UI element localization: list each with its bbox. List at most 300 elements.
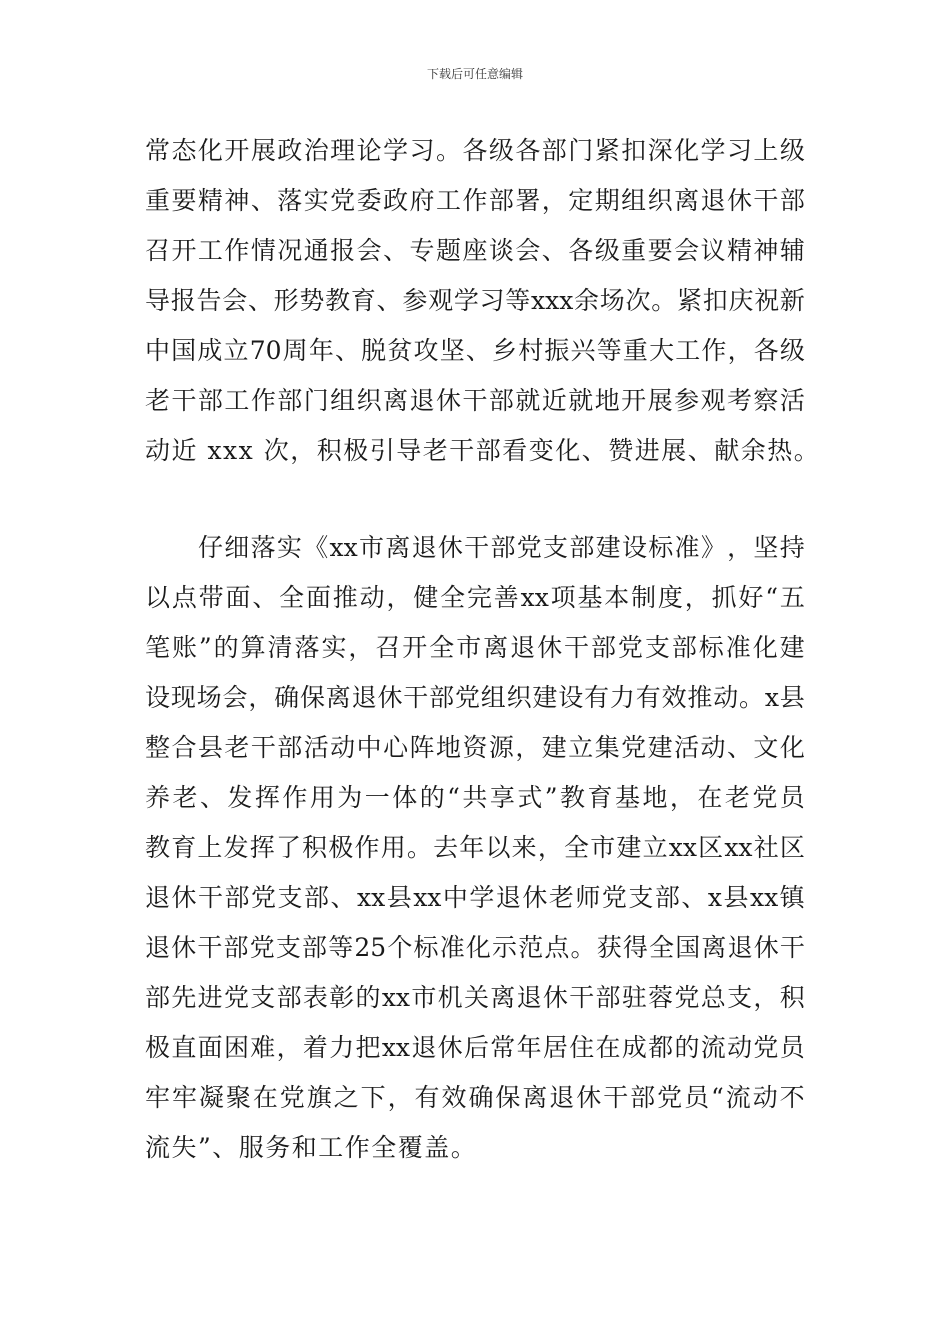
text-glyph: 落 [277,186,303,215]
text-line [198,530,805,566]
text-glyph: 市 [590,833,616,862]
text-glyph: 的 [213,633,239,662]
text-glyph: 干 [569,983,595,1012]
text-glyph: 谈 [488,236,514,265]
text-glyph: 点 [544,933,570,962]
text-glyph: ， [276,1033,302,1062]
text-glyph: 仔 [198,533,224,562]
text-glyph: 机 [437,983,463,1012]
text-glyph: 效 [661,683,687,712]
text-glyph: 度 [657,583,683,612]
text-glyph: 参 [402,286,428,315]
text-glyph: 、 [726,733,752,762]
text-glyph: 居 [542,1033,568,1062]
text-glyph: 后 [463,1033,489,1062]
text-glyph: 部 [630,1083,656,1112]
text-glyph: 好 [738,583,764,612]
text-glyph: ， [669,783,695,812]
text-glyph: 本 [604,583,630,612]
text-glyph: 直 [171,1033,197,1062]
text-glyph: 察 [753,386,779,415]
text-glyph: 会 [222,683,248,712]
text-glyph: xx [724,833,753,862]
text-glyph: ， [727,336,753,365]
text-glyph: 全 [279,583,305,612]
text-glyph: 难 [250,1033,276,1062]
text-glyph: 坚 [439,336,465,365]
text-glyph: 准 [439,933,465,962]
text-glyph: 用 [309,783,335,812]
text-glyph: 挥 [249,833,275,862]
text-line [145,133,805,169]
text-glyph: 观 [428,286,454,315]
text-glyph: 重 [622,336,648,365]
text-glyph: 休 [435,386,461,415]
text-glyph: 部 [488,186,514,215]
text-glyph: 退 [411,533,437,562]
text-glyph: 动 [752,1083,778,1112]
text-line [145,780,805,816]
text-glyph: 部 [541,136,567,165]
text-glyph: 项 [550,583,576,612]
text-glyph: 题 [435,236,461,265]
text-glyph: 年 [459,833,485,862]
text-glyph: 为 [337,783,363,812]
text-glyph: 积 [302,833,328,862]
text-glyph: 新 [779,286,805,315]
text-glyph: 有 [584,683,610,712]
text-glyph: 关 [463,983,489,1012]
text-glyph: 党 [279,1083,305,1112]
text-glyph: 学 [469,883,495,912]
text-glyph: 论 [356,136,382,165]
text-glyph: 建 [779,633,805,662]
text-glyph: 养 [145,783,171,812]
text-line [145,980,805,1016]
text-glyph: 年 [308,336,334,365]
text-glyph: 支 [275,933,301,962]
text-glyph: 织 [356,386,382,415]
text-glyph: 常 [490,1033,516,1062]
text-glyph: 祝 [754,286,780,315]
text-glyph: 设 [621,533,647,562]
text-glyph: 立 [642,833,668,862]
text-glyph: 离 [490,983,516,1012]
text-glyph: 地 [642,783,668,812]
text-glyph: 确 [274,683,300,712]
text-line [145,383,805,419]
text-glyph: 休 [171,883,197,912]
text-glyph: ， [386,583,412,612]
text-glyph: 着 [302,1033,328,1062]
text-glyph: xx [749,883,779,912]
text-glyph: 活 [674,733,700,762]
text-glyph: 源 [488,733,514,762]
text-glyph: 部 [488,386,514,415]
text-glyph: 市 [358,533,384,562]
text-glyph: 报 [330,236,356,265]
text-glyph: 国 [675,933,701,962]
text-glyph: 、 [681,883,707,912]
text-glyph: 观 [700,386,726,415]
text-glyph: 牢 [171,1083,197,1112]
text-glyph: 组 [330,386,356,415]
text-glyph: 全 [440,583,466,612]
text-glyph: 老 [172,783,198,812]
text-glyph: 育 [171,833,197,862]
text-glyph: 基 [614,783,640,812]
text-line [145,233,805,269]
text-glyph: 。 [435,136,461,165]
text-glyph: 笔 [145,633,171,662]
text-glyph: 部 [145,983,171,1012]
text-glyph: 流 [725,1083,751,1112]
text-glyph: 持 [779,533,805,562]
text-glyph: 议 [700,236,726,265]
text-glyph: ， [727,533,753,562]
text-glyph: 、 [250,186,276,215]
text-glyph: 、 [383,236,409,265]
text-glyph: 部 [224,883,250,912]
text-glyph: 有 [635,683,661,712]
text-glyph: 党 [454,683,480,712]
text-glyph: 账 [171,633,197,662]
text-glyph: 休 [522,883,548,912]
text-glyph: 专 [409,236,435,265]
text-glyph: 余 [574,286,600,315]
text-glyph: 个 [387,933,413,962]
text-glyph: 上 [753,136,779,165]
text-glyph: 在 [595,1033,621,1062]
text-glyph: 各 [568,236,594,265]
text-line [145,830,805,866]
text-glyph: 场 [196,683,222,712]
text-glyph: 要 [647,236,673,265]
text-glyph: 县 [197,733,223,762]
text-glyph: 区 [698,833,724,862]
text-glyph: xx [357,883,386,912]
text-glyph: 准 [725,633,751,662]
text-glyph: 获 [596,933,622,962]
text-glyph: 周 [282,336,308,365]
text-line [145,283,805,319]
text-glyph: 旗 [306,1083,332,1112]
text-glyph: 干 [197,933,223,962]
text-glyph: 紧 [594,136,620,165]
text-glyph: 教 [145,833,171,862]
text-glyph: 流 [700,1033,726,1062]
text-glyph: 面 [305,583,331,612]
text-glyph: 全 [429,633,455,662]
text-glyph: 县 [779,683,805,712]
text-glyph: 文 [753,733,779,762]
text-glyph: 级 [779,136,805,165]
text-glyph: 作 [462,186,488,215]
text-glyph: 休 [437,1033,463,1062]
text-glyph: 有 [414,1083,440,1112]
text-glyph: 动 [700,733,726,762]
text-glyph: 设 [145,683,171,712]
text-line [145,880,805,916]
text-glyph: 建 [595,533,621,562]
text-glyph: 次 [625,286,651,315]
text-glyph: xx [381,983,411,1012]
text-glyph: 员 [779,1033,805,1062]
text-glyph: 大 [649,336,675,365]
text-glyph: 了 [275,833,301,862]
text-glyph: 作 [282,783,308,812]
text-glyph: 立 [223,336,249,365]
text-glyph: 进 [197,983,223,1012]
text-glyph: 工 [675,336,701,365]
text-glyph: 部 [429,683,455,712]
text-glyph: 完 [466,583,492,612]
text-glyph: x [764,683,779,712]
text-glyph: 休 [171,933,197,962]
text-glyph: 标 [698,633,724,662]
text-glyph: 就 [515,386,541,415]
text-glyph: 全 [564,833,590,862]
text-glyph: 党 [657,1083,683,1112]
text-glyph: 表 [302,983,328,1012]
text-glyph: 。 [651,286,677,315]
text-glyph: 式 [517,783,543,812]
text-glyph: 心 [383,733,409,762]
text-glyph: ” [198,633,212,662]
text-glyph: 休 [576,1083,602,1112]
text-glyph: 现 [170,683,196,712]
text-glyph: ， [387,1083,413,1112]
text-glyph: 发 [223,833,249,862]
text-glyph: 休 [753,933,779,962]
text-glyph: 级 [779,336,805,365]
text-glyph: 开 [224,136,250,165]
text-glyph: 门 [303,386,329,415]
text-glyph: 制 [631,583,657,612]
text-glyph: 部 [654,883,680,912]
text-glyph: 》 [700,533,726,562]
text-glyph: 作 [354,833,380,862]
text-glyph: 带 [198,583,224,612]
text-glyph: 、 [541,236,567,265]
text-glyph: 推 [332,583,358,612]
text-glyph: 干 [753,186,779,215]
text-glyph: 住 [569,1033,595,1062]
text-glyph: “ [447,783,460,812]
text-glyph: 一 [364,783,390,812]
text-glyph: 动 [330,733,356,762]
text-glyph: 动 [727,1033,753,1062]
text-glyph: 中 [442,883,468,912]
text-glyph: 清 [267,633,293,662]
text-glyph: 五 [779,583,805,612]
text-glyph: 成 [621,1033,647,1062]
text-glyph: 乡 [492,336,518,365]
text-glyph: 先 [171,983,197,1012]
text-glyph: 老 [145,386,171,415]
text-glyph: 以 [485,833,511,862]
text-glyph: xx [668,833,697,862]
text-glyph: 点 [171,583,197,612]
text-glyph: 就 [568,386,594,415]
text-glyph: 中 [145,336,171,365]
text-glyph: 合 [171,733,197,762]
text-glyph: 离 [701,933,727,962]
text-glyph: 落 [294,633,320,662]
text-line [145,680,805,716]
text-glyph: 部 [671,633,697,662]
text-glyph: 部 [197,386,223,415]
text-glyph: 等 [328,933,354,962]
text-glyph: 精 [197,186,223,215]
text-glyph: ， [541,186,567,215]
text-glyph: 化 [752,633,778,662]
text-glyph: 态 [171,136,197,165]
text-glyph: 退 [549,1083,575,1112]
text-glyph: 老 [724,783,750,812]
text-glyph: 发 [227,783,253,812]
text-glyph: 导 [145,286,171,315]
text-glyph: 力 [329,1033,355,1062]
text-glyph: “ [711,1083,724,1112]
text-glyph: 常 [145,136,171,165]
text-glyph: 干 [464,533,490,562]
text-glyph: 部 [595,983,621,1012]
text-glyph: 要 [171,186,197,215]
text-glyph: 、 [199,783,225,812]
text-glyph: 教 [325,286,351,315]
text-glyph: 座 [462,236,488,265]
text-glyph: 作 [224,236,250,265]
text-glyph: 干 [564,633,590,662]
text-glyph: 立 [568,733,594,762]
text-glyph: 基 [577,583,603,612]
text-glyph: 离 [325,683,351,712]
text-glyph: 干 [603,1083,629,1112]
text-glyph: 坚 [753,533,779,562]
text-glyph: 老 [224,733,250,762]
text-glyph: 村 [518,336,544,365]
text-glyph: 支 [250,983,276,1012]
text-glyph: 70 [249,336,282,365]
text-glyph: 学 [453,286,479,315]
text-glyph: 部 [276,983,302,1012]
text-glyph: 紧 [676,286,702,315]
text-glyph: 期 [594,186,620,215]
text-glyph: 全 [649,933,675,962]
text-glyph: 工 [435,186,461,215]
text-glyph: 地 [594,386,620,415]
text-glyph: 《 [303,533,329,562]
text-glyph: 极 [145,1033,171,1062]
text-glyph: 支 [644,633,670,662]
text-glyph: 把 [355,1033,381,1062]
text-glyph: 等 [596,336,622,365]
text-line [145,333,805,369]
text-glyph: 困 [223,1033,249,1062]
text-glyph: 党 [621,733,647,762]
text-glyph: xx [520,583,549,612]
text-glyph: 神 [753,236,779,265]
text-glyph: 、 [335,336,361,365]
text-glyph: 去 [433,833,459,862]
text-glyph: 干 [198,883,224,912]
text-glyph: ” [544,783,558,812]
text-glyph: 市 [456,633,482,662]
text-glyph: 考 [726,386,752,415]
text-glyph: 设 [558,683,584,712]
text-glyph: 会 [674,236,700,265]
text-glyph: 化 [197,136,223,165]
text-glyph: 治 [303,136,329,165]
text-line [145,630,805,666]
text-glyph: 党 [617,633,643,662]
text-glyph: 织 [506,683,532,712]
text-glyph: 离 [383,386,409,415]
text-glyph: 推 [687,683,713,712]
text-glyph: 学 [383,136,409,165]
text-glyph: 休 [726,186,752,215]
text-glyph: 党 [249,933,275,962]
text-glyph: 深 [647,136,673,165]
text-glyph: 在 [252,1083,278,1112]
text-glyph: 县 [723,883,749,912]
text-glyph: 部 [490,533,516,562]
text-glyph: 驻 [621,983,647,1012]
text-glyph: 等 [505,286,531,315]
text-line [145,580,805,616]
text-glyph: 建 [616,833,642,862]
text-glyph: 用 [380,833,406,862]
text-glyph: 、 [376,286,402,315]
text-glyph: 力 [609,683,635,712]
text-glyph: 地 [435,733,461,762]
text-glyph: 准 [674,533,700,562]
text-glyph: 开 [402,633,428,662]
text-glyph: 之 [333,1083,359,1112]
text-glyph: 化 [779,733,805,762]
text-glyph: 支 [543,533,569,562]
text-glyph: 标 [413,933,439,962]
text-glyph: 开 [171,236,197,265]
text-glyph: 神 [224,186,250,215]
text-glyph: 确 [468,1083,494,1112]
text-glyph: 会 [356,236,382,265]
text-glyph: 算 [240,633,266,662]
text-glyph: 政 [277,136,303,165]
text-glyph: 振 [544,336,570,365]
text-glyph: 召 [375,633,401,662]
text-glyph: 党 [753,1033,779,1062]
text-glyph: 部 [223,933,249,962]
text-glyph: 退 [510,633,536,662]
text-glyph: 重 [145,186,171,215]
text-glyph: 资 [462,733,488,762]
text-glyph: 支 [628,883,654,912]
text-glyph: 党 [601,883,627,912]
text-glyph: 国 [171,336,197,365]
text-glyph: 党 [674,983,700,1012]
text-glyph: 年 [516,1033,542,1062]
text-glyph: 建 [647,733,673,762]
text-glyph: 示 [492,933,518,962]
text-glyph: 县 [386,883,412,912]
text-glyph: 部 [779,186,805,215]
text-glyph: 共 [462,783,488,812]
text-glyph: 况 [277,236,303,265]
text-glyph: 党 [223,983,249,1012]
text-glyph: 休 [377,683,403,712]
